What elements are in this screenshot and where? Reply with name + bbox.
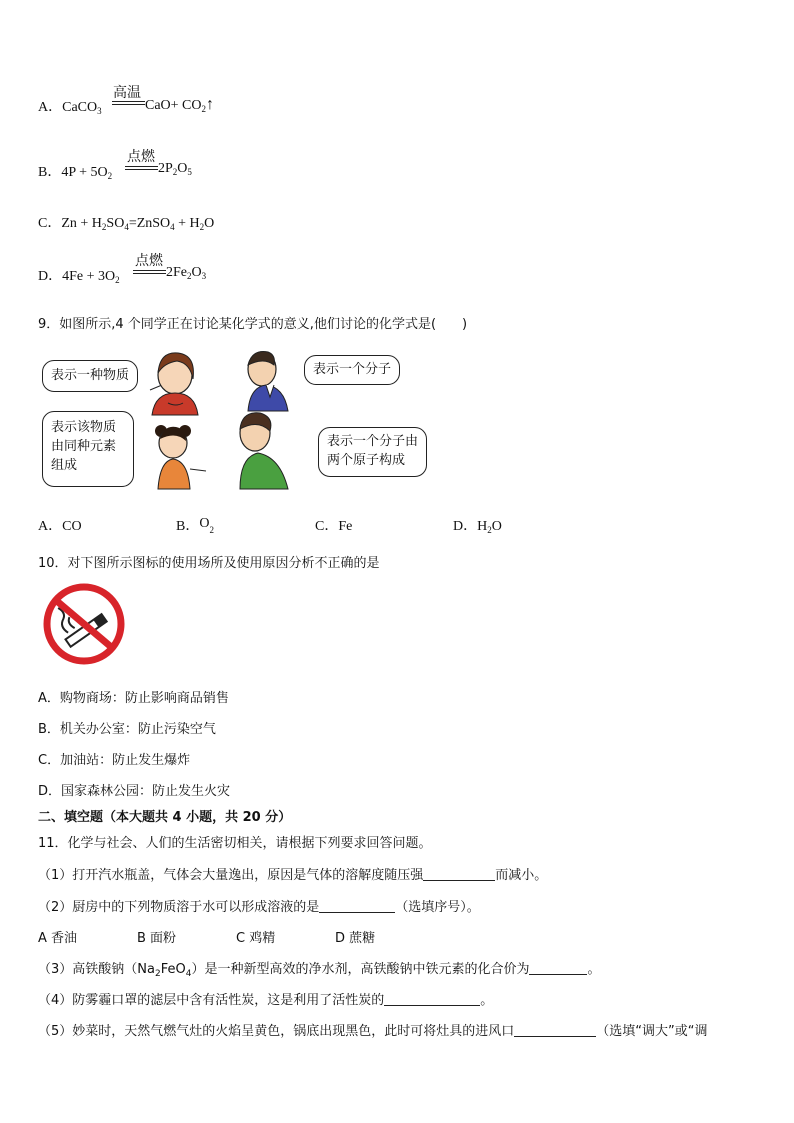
option-8d-rhs: $2Fe_2O_3$ [166,265,207,281]
question-11-stem: 11．化学与社会、人们的生活密切相关，请根据下列要求回答问题。 [38,836,432,851]
option-8c: C．$Zn + H_2SO_4=ZnSO_4 + H_2O$ [38,216,215,232]
option-8a-rhs: $CaO+ CO_2↑$ [145,96,215,114]
option-9c: C．Fe [315,519,353,534]
option-8d: D．$4Fe + 3O_2$ [38,269,120,285]
answer-blank[interactable] [514,1023,596,1037]
answer-blank[interactable] [423,867,495,881]
option-10c: C．加油站：防止发生爆炸 [38,753,191,768]
reaction-condition: 点燃 [127,149,155,165]
speech-bubble-4: 表示一个分子由 两个原子构成 [318,427,427,477]
equals-bar [112,101,145,105]
section-title: 二、填空题（本大题共 4 小题，共 20 分） [38,810,292,825]
question-10-stem: 10．对下图所示图标的使用场所及使用原因分析不正确的是 [38,556,380,571]
student-2-icon [248,352,288,411]
answer-blank[interactable] [319,899,395,913]
question-9-stem: 9．如图所示,4 个同学正在讨论某化学式的意义,他们讨论的化学式是( ) [38,317,468,332]
choice-d: D 蔗糖 [335,931,376,946]
question-11-part4: （4）防雾霾口罩的滤层中含有活性炭，这是利用了活性炭的 。 [38,993,494,1008]
answer-blank[interactable] [384,992,480,1006]
answer-blank[interactable] [529,961,587,975]
option-9a: A．CO [38,519,82,534]
question-11-part2: （2）厨房中的下列物质溶于水可以形成溶液的是 （选填序号）。 [38,900,480,915]
option-label: A． [38,100,63,115]
question-11-part1: （1）打开汽水瓶盖，气体会大量逸出，原因是气体的溶解度随压强 而减小。 [38,868,548,883]
speech-bubble-1: 表示一种物质 [42,360,138,392]
option-8b: B．$4P + 5O_2$ [38,165,113,181]
student-3-icon [155,425,206,489]
equals-bar [133,270,166,274]
reaction-condition: 点燃 [135,253,163,269]
option-10a: A．购物商场：防止影响商品销售 [38,691,229,706]
choice-c: C 鸡精 [236,931,276,946]
choice-a: A 香油 [38,931,78,946]
option-9d: D．$H_2O$ [453,519,502,535]
speech-bubble-2: 表示一个分子 [304,355,400,385]
question-11-part5: （5）妙菜时，天然气燃气灶的火焰呈黄色，锅底出现黑色，此时可将灶具的进风口 （选填“调大”或“调 [38,1024,708,1039]
student-4-icon [240,413,288,489]
no-smoking-icon [42,582,126,666]
student-1-icon [150,353,198,415]
choice-b: B 面粉 [137,931,177,946]
reaction-condition: 高温 [113,85,141,101]
option-8a: A．CaCO$_3$ [38,100,102,116]
option-10b: B．机关办公室：防止污染空气 [38,722,216,737]
option-8b-rhs: $2P_2O_5$ [158,161,192,177]
equals-bar [125,166,158,170]
question-11-part3: （3）高铁酸钠$(Na_2FeO_4)$是一种新型高效的净水剂，高铁酸钠中铁元素的化合价为 。 [38,962,601,979]
option-9b: B．$O_2$ [176,516,214,535]
speech-bubble-3: 表示该物质 由同种元素 组成 [42,411,134,487]
option-10d: D．国家森林公园：防止发生火灾 [38,784,231,799]
